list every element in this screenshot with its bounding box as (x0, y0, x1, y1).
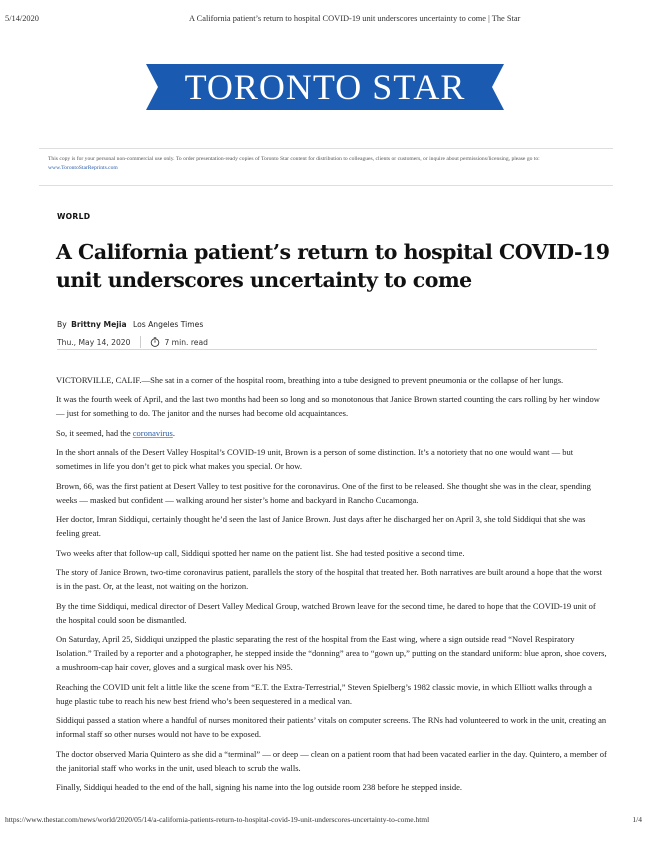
meta-separator (140, 336, 141, 348)
article-headline: A California patient’s return to hospital COVID-19 unit underscores uncertainty to come (56, 240, 610, 292)
paragraph: The story of Janice Brown, two-time coronavirus patient, parallels the story of the hospital that treated her. Both narratives are built around a hope that the worst is in the past. Or, at the least, not waiting on the horizon. (56, 567, 602, 592)
page-url: https://www.thestar.com/news/world/2020/05/14/a-california-patients-return-to-hospital-covid-19-unit-underscores-uncertainty-to-come.html (5, 815, 430, 824)
section-tag[interactable]: WORLD (57, 212, 91, 221)
toronto-star-logo[interactable] (146, 64, 504, 110)
publish-date: Thu., May 14, 2020 (57, 337, 131, 347)
print-page-title: A California patient’s return to hospital COVID-19 unit underscores uncertainty to come | The Star (189, 14, 521, 23)
paragraph: Brown, 66, was the first patient at Desert Valley to test positive for the coronavirus. One of the first to be released. She thought she was in the clear, spending weeks — masked but confident — walking around her sister’s home and backyard in Rancho Cucamonga. (56, 480, 591, 505)
paragraph: Finally, Siddiqui headed to the end of the hall, signing his name into the log outside room 238 before he stepped inside. (56, 782, 462, 793)
read-time: 7 min. read (164, 337, 208, 347)
notice-top-divider (39, 148, 613, 149)
paragraph (56, 426, 608, 440)
stopwatch-icon (150, 337, 160, 347)
meta-divider (57, 349, 597, 350)
author-name[interactable]: Brittny Mejia (71, 320, 127, 329)
paragraph: By the time Siddiqui, medical director of Desert Valley Medical Group, watched Brown leave for the second time, he dared to hope that the COVID-19 unit of the hospital could soon be dismantled. (56, 600, 596, 625)
paragraph: On Saturday, April 25, Siddiqui unzipped the plastic separating the rest of the hospital from the East wing, where a sign outside read “Novel Respiratory Isolation.” Trailed by a reporter and a photographer, he stepped inside the “donning” area to “gown up,” putting on the standard uniform: blue apron, shoe covers, a mushroom-cap hair cover, gloves and a surgical mask over his N95. (56, 634, 607, 673)
coronavirus-link[interactable]: coronavirus (132, 427, 173, 438)
byline-prefix: By (57, 320, 67, 329)
reprints-link[interactable]: www.TorontoStarReprints.com (48, 164, 118, 171)
paragraph: Reaching the COVID unit felt a little like the scene from “E.T. the Extra-Terrestrial,” Steven Spielberg’s 1982 classic movie, in which Elliott walks through a huge plastic tube to reach his new best friend who’s been sequestered in a medical van. (56, 681, 592, 706)
reprint-notice (48, 155, 588, 173)
logo-text: TORONTO STAR (184, 67, 466, 107)
page-number: 1/4 (632, 815, 642, 824)
paragraph-text: So, it seemed, had the (56, 427, 133, 438)
paragraph: In the short annals of the Desert Valley Hospital’s COVID-19 unit, Brown is a person of some distinction. It’s a notoriety that no one would want — but sometimes in life you don’t get to pick what makes you special. Or how. (56, 447, 574, 472)
paragraph-text: . (172, 427, 175, 438)
print-footer (0, 815, 650, 829)
paragraph: Her doctor, Imran Siddiqui, certainly thought he’d seen the last of Janice Brown. Just days after he discharged her on April 3, she told Siddiqui that she was feeling great. (56, 514, 586, 539)
article-body (56, 373, 608, 800)
print-header (0, 4, 650, 23)
paragraph: VICTORVILLE, CALIF.—She sat in a corner of the hospital room, breathing into a tube designed to prevent pneumonia or the collapse of her lungs. (56, 375, 564, 385)
notice-bottom-divider (39, 185, 613, 186)
byline (57, 320, 203, 329)
paragraph: Siddiqui passed a station where a handful of nurses monitored their patients’ vitals on computer screens. The RNs had volunteered to work in the unit, creating an informal staff so other nurses would not have to be exposed. (56, 715, 607, 740)
print-date: 5/14/2020 (5, 14, 39, 23)
paragraph: It was the fourth week of April, and the last two months had been so long and so monotonous that Janice Brown started counting the cars rolling by her window — just for something to do. The janitor and the nurses had become old acquaintances. (56, 394, 600, 419)
paragraph: Two weeks after that follow-up call, Siddiqui spotted her name on the patient list. She had tested positive a second time. (56, 547, 465, 558)
reprint-notice-text: This copy is for your personal non-commercial use only. To order presentation-ready copies of Toronto Star content for distribution to colleagues, clients or customers, or inquire about permissions/licensing, please go to: (48, 156, 540, 162)
article-meta (57, 335, 208, 349)
publication-name: Los Angeles Times (133, 320, 204, 329)
paragraph: The doctor observed Maria Quintero as she did a “terminal” — or deep — clean on a patient room that had been vacated earlier in the day. Quintero, a member of the janitorial staff who works in the unit, used bleach to scrub the walls. (56, 748, 607, 773)
